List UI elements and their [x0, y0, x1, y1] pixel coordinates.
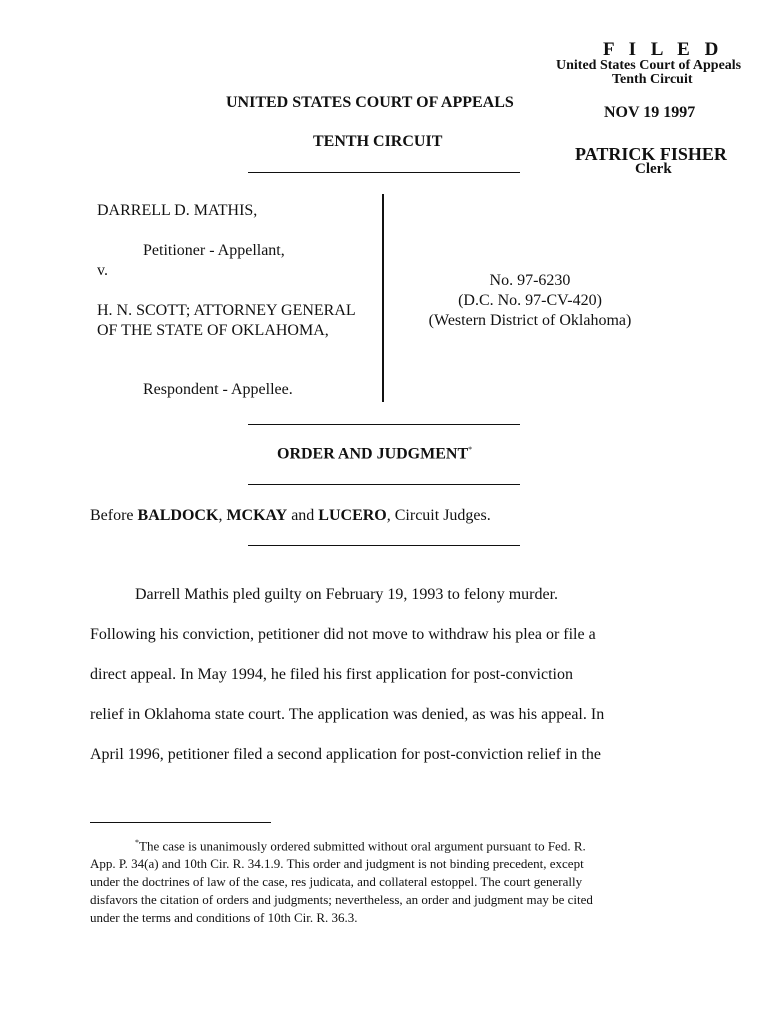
footnote-line: App. P. 34(a) and 10th Cir. R. 34.1.9. This order and judgment is not binding precedent, except — [90, 856, 584, 872]
judge-mckay: MCKAY — [226, 507, 288, 524]
respondent-name: H. N. SCOTT; ATTORNEY GENERAL OF THE STATE OF OKLAHOMA, — [97, 302, 356, 339]
footnote-mark: * — [135, 838, 139, 847]
body-line: direct appeal. In May 1994, he filed his first application for post-conviction — [90, 666, 573, 683]
clerk-title: Clerk — [635, 161, 672, 177]
filed-stamp-circuit: Tenth Circuit — [612, 72, 693, 87]
clerk-name: PATRICK FISHER — [575, 144, 727, 164]
judges-rule — [248, 545, 520, 546]
district-court: (Western District of Oklahoma) — [428, 312, 632, 329]
petitioner-role: Petitioner - Appellant, — [143, 242, 285, 259]
judge-lucero: LUCERO — [318, 507, 387, 524]
caption-divider — [382, 194, 384, 402]
judges-line — [90, 507, 491, 525]
order-title-text: ORDER AND JUDGMENT — [277, 445, 469, 463]
body-line: Darrell Mathis pled guilty on February 19, 1993 to felony murder. — [135, 586, 559, 603]
case-number: No. 97-6230 — [489, 272, 571, 289]
judge-baldock: BALDOCK — [137, 507, 219, 524]
footnote — [90, 834, 690, 927]
body-paragraph — [90, 575, 690, 775]
order-footnote-mark: * — [468, 445, 473, 454]
footnote-rule — [90, 822, 271, 823]
body-line: relief in Oklahoma state court. The application was denied, as was his appeal. In — [90, 706, 605, 723]
body-line: April 1996, petitioner filed a second application for post-conviction relief in the — [90, 746, 601, 763]
footnote-line: disfavors the citation of orders and judgments; nevertheless, an order and judgment may be cited — [90, 892, 593, 908]
respondent-role: Respondent - Appellee. — [143, 381, 293, 398]
footnote-line: under the terms and conditions of 10th Cir. R. 36.3. — [90, 910, 358, 926]
caption-rule — [248, 424, 520, 425]
court-circuit: TENTH CIRCUIT — [313, 133, 443, 150]
order-rule — [248, 484, 520, 485]
footnote-line — [90, 834, 690, 855]
case-info — [405, 271, 655, 331]
judges-suffix: , Circuit Judges. — [386, 507, 491, 524]
versus-label: v. — [97, 262, 108, 279]
district-case-number: (D.C. No. 97-CV-420) — [458, 292, 602, 309]
judges-sep2: and — [287, 507, 319, 524]
body-line: Following his conviction, petitioner did not move to withdraw his plea or file a — [90, 626, 596, 643]
court-name: UNITED STATES COURT OF APPEALS — [226, 94, 514, 111]
judges-before: Before — [90, 507, 138, 524]
filed-stamp-date: NOV 19 1997 — [604, 104, 696, 121]
heading-rule — [248, 172, 520, 173]
footnote-line-text: The case is unanimously ordered submitted without oral argument pursuant to Fed. R. — [139, 838, 586, 854]
filed-stamp-court: United States Court of Appeals — [556, 58, 742, 73]
footnote-line: under the doctrines of law of the case, res judicata, and collateral estoppel. The court generally — [90, 874, 583, 890]
order-title — [277, 445, 472, 463]
petitioner-name: DARRELL D. MATHIS, — [97, 202, 258, 219]
judges-sep1: , — [218, 507, 227, 524]
filed-stamp-title: F I L E D — [603, 39, 724, 60]
